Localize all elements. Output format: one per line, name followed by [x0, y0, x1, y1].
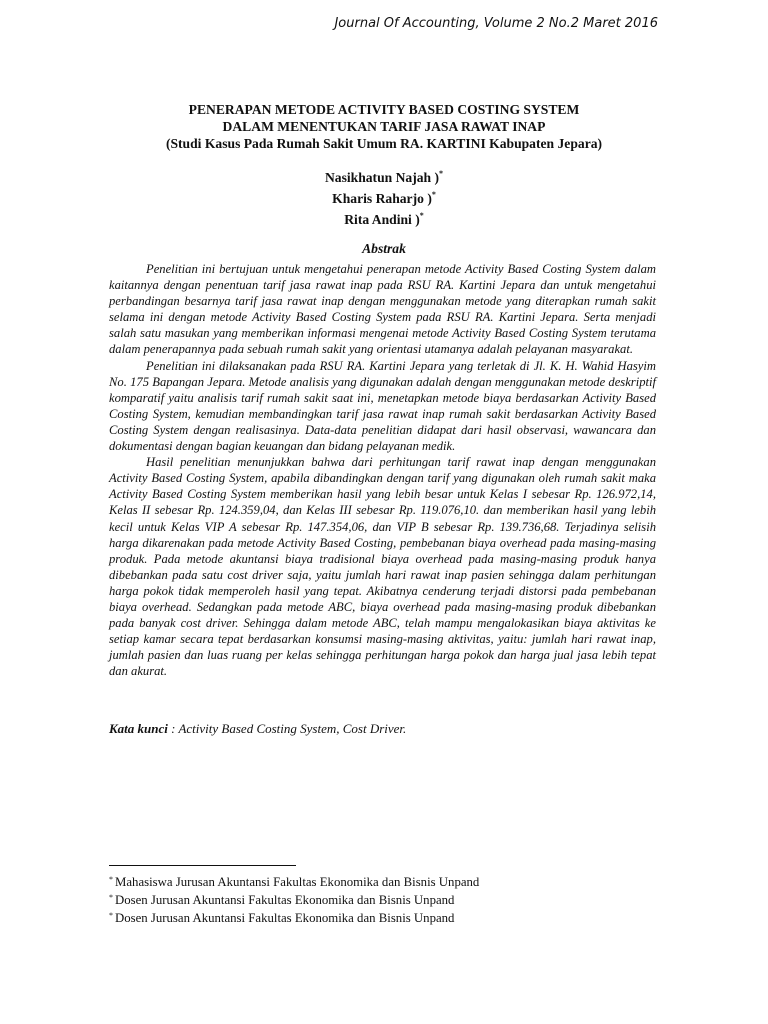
footnote-mark: *	[109, 911, 113, 920]
footnote-mark: *	[109, 893, 113, 902]
abstract-paragraph-1: Penelitian ini bertujuan untuk mengetahui penerapan metode Activity Based Costing System dalam kaitannya dengan penentuan tarif jasa rawat inap pada RSU RA. Kartini Jepara dan untuk mengetahui perbandingan besarnya tarif jasa rawat inap dengan menggunakan metode yang diterapkan rumah sakit selama ini dengan metode Activity Based Costing System pada RSU RA. Kartini Jepara. Serta menjadi salah satu masukan yang memberikan informasi mengenai metode Activity Based Costing System terutama dalam penerapannya pada sebuah rumah sakit yang orientasi utamanya adalah pelayanan masyarakat.	[109, 262, 656, 357]
abstract-paragraph-3: Hasil penelitian menunjukkan bahwa dari perhitungan tarif rawat inap dengan menggunakan Activity Based Costing System, apabila dibandingkan dengan tarif yang digunakan oleh rumah sakit maka Activity Based Costing System memberikan hasil yang lebih besar untuk Kelas I sebesar Rp. 126.972,14, Kelas II sebesar Rp. 124.359,04, dan Kelas III sebesar Rp. 119.076,10. dan memberikan hasil yang lebih kecil untuk Kelas VIP A sebesar Rp. 147.354,06, dan VIP B sebesar Rp. 139.736,68. Terjadinya selisih harga dikarenakan pada metode Activity Based Costing, pembebanan biaya overhead pada masing-masing produk. Pada metode akuntansi biaya tradisional biaya overhead pada masing-masing produk hanya dibebankan pada satu cost driver saja, yaitu jumlah hari rawat inap pasien sehingga dalam perhitungan harga pokok tidak memperoleh hasil yang tepat. Akibatnya cenderung terjadi distorsi pada pembebanan biaya overhead. Sedangkan pada metode ABC, biaya overhead pada masing-masing produk dibebankan pada banyak cost driver. Sehingga dalam metode ABC, telah mampu mengalokasikan biaya aktivitas ke setiap kamar secara tepat berdasarkan konsumsi masing-masing aktivitas, yaitu: jumlah hari rawat inap, jumlah pasien dan luas ruang per kelas sehingga perhitungan harga pokok dan harga jual jasa lebih tepat dan akurat.	[109, 455, 656, 679]
author-1	[0, 165, 768, 186]
footnotes	[109, 872, 669, 926]
author-2	[0, 186, 768, 207]
keywords	[109, 721, 669, 737]
footnote-divider	[109, 865, 296, 866]
title-line-3: (Studi Kasus Pada Rumah Sakit Umum RA. KARTINI Kabupaten Jepara)	[165, 136, 603, 151]
footnote-2	[109, 890, 669, 908]
keywords-label: Kata kunci	[109, 721, 168, 736]
author-mark: *	[419, 211, 424, 220]
footnote-text: Mahasiswa Jurusan Akuntansi Fakultas Ekonomika dan Bisnis Unpand	[115, 875, 480, 889]
author-list	[0, 165, 768, 228]
title-line-1: PENERAPAN METODE ACTIVITY BASED COSTING SYSTEM	[188, 102, 580, 117]
author-name: Rita Andini )	[344, 212, 420, 227]
footnote-text: Dosen Jurusan Akuntansi Fakultas Ekonomika dan Bisnis Unpand	[115, 911, 455, 925]
abstract-paragraph-2: Penelitian ini dilaksanakan pada RSU RA. Kartini Jepara yang terletak di Jl. K. H. Wahid Hasyim No. 175 Bapangan Jepara. Metode analisis yang digunakan adalah dengan menggunakan metode deskriptif komparatif yaitu analisis tarif rumah sakit saat ini, menetapkan metode biaya berdasarkan Activity Based Costing System, kemudian membandingkan tarif jasa rawat inap rumah sakit berdasarkan Activity Based Costing System dengan realisasinya. Data-data penelitian didapat dari hasil observasi, wawancara dan dokumentasi dengan bagian keuangan dan bidang pelayanan medik.	[109, 358, 656, 454]
author-3	[0, 207, 768, 228]
footnote-3	[109, 908, 669, 926]
title-line-2: DALAM MENENTUKAN TARIF JASA RAWAT INAP	[222, 119, 546, 134]
author-name: Nasikhatun Najah )	[324, 170, 440, 185]
author-mark: *	[439, 169, 444, 178]
footnote-1	[109, 872, 669, 890]
paper-title	[0, 101, 768, 152]
author-mark: *	[431, 190, 436, 199]
abstract-heading: Abstrak	[362, 241, 406, 256]
footnote-mark: *	[109, 875, 113, 884]
journal-header: Journal Of Accounting, Volume 2 No.2 Maret 2016	[334, 16, 658, 31]
keywords-text: : Activity Based Costing System, Cost Driver.	[167, 721, 407, 736]
abstract-body	[109, 261, 656, 679]
footnote-text: Dosen Jurusan Akuntansi Fakultas Ekonomika dan Bisnis Unpand	[115, 893, 455, 907]
author-name: Kharis Raharjo )	[332, 191, 432, 206]
